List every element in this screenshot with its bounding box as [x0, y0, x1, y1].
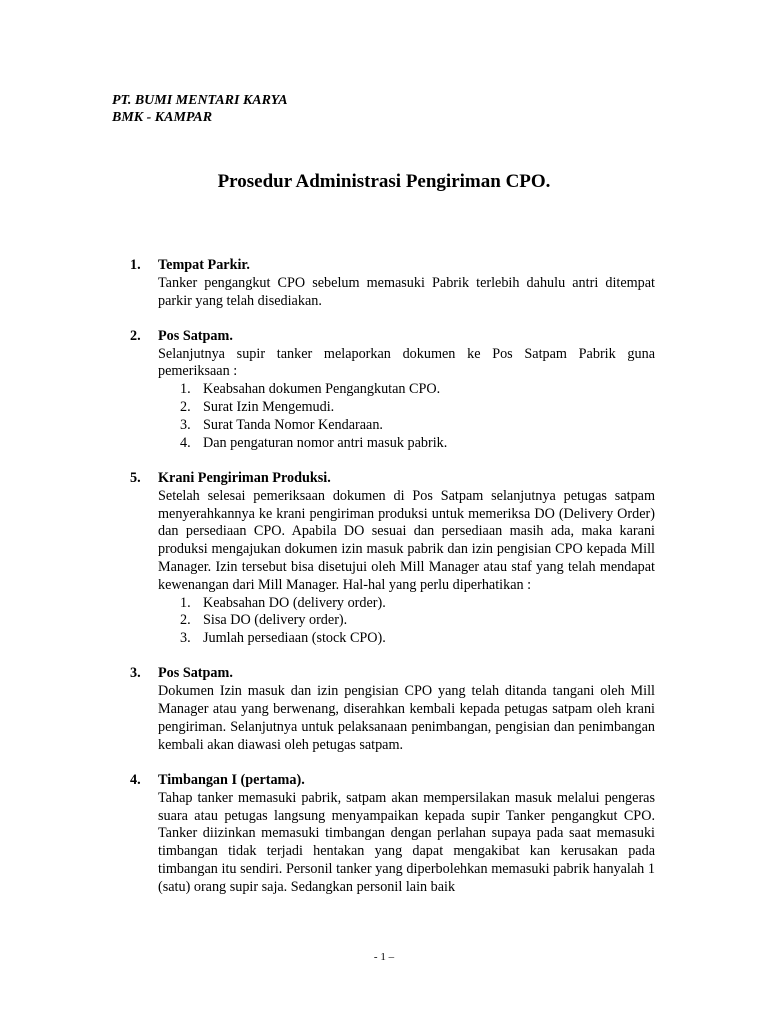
section-heading: Pos Satpam.	[158, 327, 233, 344]
company-header	[112, 92, 288, 126]
sub-item-text: Keabsahan DO (delivery order).	[203, 594, 386, 611]
procedure-list	[130, 257, 655, 914]
sub-list-item	[175, 595, 655, 613]
sub-item-text: Surat Tanda Nomor Kendaraan.	[203, 416, 383, 433]
sub-list	[175, 595, 655, 648]
sub-list-item	[175, 417, 655, 435]
section-heading: Pos Satpam.	[158, 665, 233, 682]
procedure-section	[130, 665, 655, 754]
sub-list-item	[175, 630, 655, 648]
section-heading: Timbangan I (pertama).	[158, 771, 305, 788]
section-number: 4.	[130, 771, 141, 788]
sub-item-text: Surat Izin Mengemudi.	[203, 399, 335, 416]
procedure-section	[130, 328, 655, 453]
section-heading: Tempat Parkir.	[158, 257, 250, 273]
sub-item-number: 2.	[180, 612, 191, 629]
procedure-section	[130, 772, 655, 897]
section-number: 5.	[130, 469, 141, 486]
sub-item-text: Dan pengaturan nomor antri masuk pabrik.	[203, 434, 448, 451]
section-body: Tanker pengangkut CPO sebelum memasuki Pabrik terlebih dahulu antri ditempat parkir yang telah disediakan.	[158, 274, 655, 309]
sub-item-number: 3.	[180, 630, 191, 647]
sub-list-item	[175, 399, 655, 417]
sub-list-item	[175, 435, 655, 453]
company-site: BMK - KAMPAR	[112, 110, 213, 125]
sub-list	[175, 381, 655, 452]
section-number: 2.	[130, 327, 141, 344]
sub-list-item	[175, 381, 655, 399]
sub-item-number: 1.	[180, 381, 191, 398]
sub-item-number: 1.	[180, 594, 191, 611]
sub-item-number: 2.	[180, 399, 191, 416]
section-number: 3.	[130, 665, 141, 682]
page-number: - 1 –	[373, 951, 395, 963]
section-body: Selanjutnya supir tanker melaporkan dokumen ke Pos Satpam Pabrik guna pemeriksaan :	[158, 345, 655, 380]
sub-item-text: Sisa DO (delivery order).	[203, 612, 348, 629]
section-number: 1.	[130, 257, 141, 273]
sub-item-text: Keabsahan dokumen Pengangkutan CPO.	[203, 381, 441, 398]
sub-item-number: 3.	[180, 416, 191, 433]
company-name: PT. BUMI MENTARI KARYA	[112, 93, 288, 108]
section-heading: Krani Pengiriman Produksi.	[158, 469, 331, 486]
section-body: Tahap tanker memasuki pabrik, satpam akan mempersilakan masuk melalui pengeras suara atau petugas langsung menyampaikan kepada supir Tanker pengangkut CPO. Tanker diizinkan memasuki timbangan dengan perlahan supaya pada saat memasuki timbangan tidak terjadi hentakan yang dapat mengakibat kan kerusakan pada timbangan itu sendiri. Personil tanker yang diperbolehkan memasuki pabrik hanyalah 1 (satu) orang supir saja. Sedangkan personil lain baik	[158, 789, 655, 895]
document-title: Prosedur Administrasi Pengiriman CPO.	[217, 171, 551, 192]
sub-item-number: 4.	[180, 434, 191, 451]
procedure-section	[130, 257, 655, 310]
section-body: Dokumen Izin masuk dan izin pengisian CPO yang telah ditanda tangani oleh Mill Manager atau yang berwenang, diserahkan kembali kepada petugas satpam oleh krani pengiriman. Selanjutnya untuk pelaksanaan penimbangan, pengisian dan penimbangan kembali akan diawasi oleh petugas satpam.	[158, 683, 655, 753]
sub-list-item	[175, 612, 655, 630]
sub-item-text: Jumlah persediaan (stock CPO).	[203, 630, 386, 647]
procedure-section	[130, 470, 655, 648]
section-body: Setelah selesai pemeriksaan dokumen di Pos Satpam selanjutnya petugas satpam menyerahkannya ke krani pengiriman produksi untuk memeriksa DO (Delivery Order) dan persediaan CPO. Apabila DO sesuai dan persediaan masih ada, maka karani produksi mengajukan dokumen izin masuk pabrik dan izin pengisian CPO kepada Mill Manager. Izin tersebut bisa disetujui oleh Mill Manager atau staf yang telah mendapat kewenangan dari Mill Manager. Hal-hal yang perlu diperhatikan :	[158, 487, 655, 593]
